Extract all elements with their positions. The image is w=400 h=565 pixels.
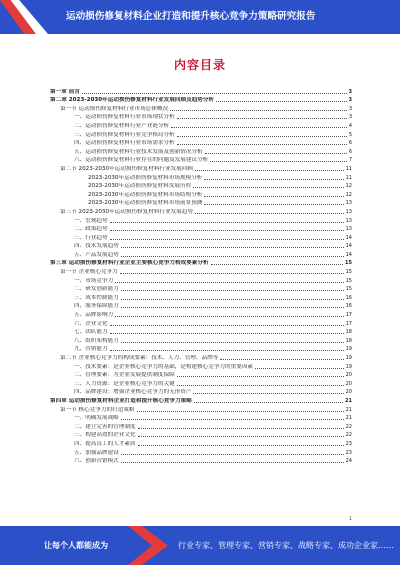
toc-leader-dots (110, 350, 344, 351)
toc-entry[interactable] (50, 352, 352, 361)
toc-entry-label: 四、提高员工的人才素质 (74, 440, 136, 447)
toc-entry-label: 二、运动损伤修复材料行业产业链分析 (74, 122, 170, 129)
footer-banner (0, 526, 400, 565)
toc-entry-label: 五、产品发展趋势 (74, 251, 119, 258)
toc-entry-page: 13 (345, 208, 352, 215)
toc-entry-page: 20 (345, 389, 352, 396)
toc-leader-dots (170, 110, 347, 111)
toc-entry[interactable] (50, 266, 352, 275)
toc-entry-page: 24 (345, 458, 352, 465)
toc-entry-label: 二、政策趋势 (74, 226, 108, 233)
toc-entry-label: 四、品牌建设：增强企业核心竞争力的无形资产 (74, 389, 192, 396)
toc-leader-dots (137, 411, 344, 412)
toc-entry-label: 三、人力资源：是企业核心竞争力的关键 (74, 380, 175, 387)
toc-leader-dots (110, 230, 344, 231)
toc-entry-label: 2023-2030年运动损伤修复材料发展历程 (88, 183, 192, 190)
toc-entry-label: 三、构建高效的企业文化 (74, 432, 136, 439)
toc-entry[interactable] (50, 249, 352, 258)
toc-leader-dots (110, 222, 344, 223)
toc-entry-label: 二、管理要素：为企业发展提供制度保障 (74, 372, 175, 379)
toc-entry-page: 15 (345, 277, 352, 284)
toc-entry-page: 11 (345, 174, 352, 181)
toc-leader-dots (204, 196, 343, 197)
toc-entry-page: 12 (345, 183, 352, 190)
toc-entry[interactable] (50, 361, 352, 370)
toc-entry[interactable] (50, 292, 352, 301)
toc-entry[interactable] (50, 275, 352, 284)
toc-entry-label: 第一章 前言 (50, 88, 80, 95)
toc-leader-dots (177, 376, 344, 377)
toc-entry-page: 13 (345, 217, 352, 224)
toc-leader-dots (110, 325, 344, 326)
toc-leader-dots (110, 239, 344, 240)
toc-leader-dots (121, 290, 344, 291)
toc-entry-label: 第一节 核心竞争力的打造策略 (60, 406, 135, 413)
toc-entry-page: 3 (348, 105, 352, 112)
toc-entry[interactable] (50, 138, 352, 147)
toc-leader-dots (195, 170, 344, 171)
footer-arrow-icon (128, 526, 168, 565)
toc-leader-dots (205, 153, 347, 154)
toc-entry[interactable] (50, 421, 352, 430)
toc-entry[interactable] (50, 344, 352, 353)
toc-entry-page: 19 (345, 346, 352, 353)
toc-entry[interactable] (50, 404, 352, 413)
page-number: 1 (348, 516, 352, 522)
toc-entry[interactable] (50, 258, 352, 267)
footer-slogan: 让每个人都能成为 (44, 541, 108, 550)
toc-leader-dots (204, 179, 343, 180)
report-header-banner (0, 0, 400, 34)
toc-leader-dots (177, 385, 344, 386)
toc-entry-page: 22 (345, 423, 352, 430)
toc-entry-label: 2023-2030年运动损伤修复材料市场前景预测 (88, 200, 203, 207)
toc-entry[interactable] (50, 318, 352, 327)
toc-entry[interactable] (50, 395, 352, 404)
toc-entry-page: 13 (345, 200, 352, 207)
toc-leader-dots (177, 136, 347, 137)
toc-entry[interactable] (50, 172, 352, 181)
toc-leader-dots (138, 445, 344, 446)
toc-entry-page: 3 (348, 88, 352, 95)
toc-entry-label: 第二节 企业核心竞争力的构成要素：技术、人力、管理、品牌等 (60, 355, 219, 361)
toc-entry-page: 15 (345, 269, 352, 276)
toc-entry[interactable] (50, 456, 352, 465)
toc-entry-label: 二、研发创新能力 (74, 286, 119, 293)
toc-entry-label: 六、企业文化 (74, 320, 108, 327)
toc-entry[interactable] (50, 438, 352, 447)
toc-leader-dots (138, 428, 344, 429)
toc-leader-dots (194, 402, 343, 403)
toc-entry[interactable] (50, 447, 352, 456)
toc-leader-dots (121, 342, 344, 343)
toc-entry-page: 14 (345, 251, 352, 258)
toc-entry-page: 14 (345, 234, 352, 241)
toc-entry[interactable] (50, 206, 352, 215)
toc-entry-label: 五、加强品牌建设 (74, 449, 119, 456)
toc-entry-page: 17 (345, 312, 352, 319)
toc-entry-label: 七、团队能力 (74, 329, 108, 336)
toc-entry[interactable] (50, 215, 352, 224)
toc-leader-dots (115, 282, 343, 283)
toc-leader-dots (121, 454, 344, 455)
toc-entry[interactable] (50, 181, 352, 190)
toc-entry[interactable] (50, 120, 352, 129)
toc-entry[interactable] (50, 232, 352, 241)
toc-leader-dots (177, 144, 347, 145)
toc-entry-label: 一、明确发展战略 (74, 415, 119, 422)
toc-leader-dots (204, 204, 343, 205)
toc-entry-label: 第三节 2023-2030年运动损伤修复材料行业发展趋势 (60, 208, 193, 215)
toc-entry[interactable] (50, 327, 352, 336)
toc-entry-label: 第三章 运动损伤修复材料行业企业主要核心竞争力构成要素分析 (50, 260, 209, 267)
toc-entry-page: 21 (345, 406, 352, 413)
toc-entry-label: 八、组织架构能力 (74, 337, 119, 344)
toc-entry-page: 7 (348, 157, 352, 164)
toc-entry[interactable] (50, 112, 352, 121)
toc-entry[interactable] (50, 378, 352, 387)
toc-leader-dots (138, 436, 344, 437)
toc-entry-label: 九、营销能力 (74, 346, 108, 353)
toc-leader-dots (193, 187, 343, 188)
toc-heading: 内容目录 (173, 58, 226, 72)
toc-entry-page: 5 (348, 131, 352, 138)
toc-leader-dots (120, 273, 344, 274)
toc-entry-page: 15 (345, 286, 352, 293)
toc-leader-dots (121, 299, 344, 300)
toc-leader-dots (255, 368, 344, 369)
toc-leader-dots (110, 333, 344, 334)
toc-entry[interactable] (50, 284, 352, 293)
toc-entry-label: 第一节 运动损伤修复材料行业市场总体概况 (60, 105, 169, 112)
toc-entry-page: 23 (345, 449, 352, 456)
toc-entry-page: 22 (345, 432, 352, 439)
toc-entry-label: 2023-2030年运动损伤修复材料市场结构分析 (88, 191, 203, 198)
table-of-contents (50, 86, 352, 464)
toc-entry-label: 六、运动损伤修复材料行业存在的问题及发展建议分析 (74, 157, 209, 164)
toc-entry-label: 第二节 2023-2030年运动损伤修复材料行业发展回顾 (60, 165, 193, 172)
toc-entry-page: 16 (345, 303, 352, 310)
toc-leader-dots (171, 127, 347, 128)
footer-roles: 行业专家、管理专家、营销专家、战略专家、成功企业家…… (178, 541, 394, 550)
toc-entry-label: 六、创新营销模式 (74, 458, 119, 465)
toc-entry-label: 三、行业趋势 (74, 234, 108, 241)
toc-entry-page: 13 (345, 226, 352, 233)
toc-entry-label: 第二章 2023-2030年运动损伤修复材料行业发展回顾及趋势分析 (50, 97, 215, 104)
toc-entry-page: 21 (345, 415, 352, 422)
toc-entry-page: 18 (345, 329, 352, 336)
toc-entry-page: 15 (345, 260, 352, 267)
toc-leader-dots (210, 161, 347, 162)
toc-leader-dots (193, 393, 343, 394)
toc-leader-dots (211, 264, 343, 265)
toc-entry-label: 二、建立完善的管理制度 (74, 423, 136, 430)
toc-entry-page: 6 (348, 140, 352, 147)
toc-entry[interactable] (50, 146, 352, 155)
toc-entry[interactable] (50, 198, 352, 207)
toc-entry-label: 三、成本控制能力 (74, 294, 119, 301)
toc-entry-page: 19 (345, 363, 352, 370)
toc-entry-page: 20 (345, 380, 352, 387)
toc-entry-label: 三、运动损伤修复材料行业竞争格局分析 (74, 131, 175, 138)
toc-leader-dots (121, 307, 344, 308)
toc-entry[interactable] (50, 335, 352, 344)
toc-entry-page: 18 (345, 337, 352, 344)
toc-entry[interactable] (50, 241, 352, 250)
toc-entry[interactable] (50, 430, 352, 439)
toc-leader-dots (115, 316, 343, 317)
toc-entry-page: 19 (345, 355, 352, 361)
toc-entry-page: 23 (345, 440, 352, 447)
toc-entry[interactable] (50, 387, 352, 396)
toc-leader-dots (121, 256, 344, 257)
toc-entry-page: 20 (345, 372, 352, 379)
toc-entry-label: 五、品牌影响力 (74, 312, 114, 319)
report-title: 运动损伤修复材料企业打造和提升核心竞争力策略研究报告 (66, 11, 316, 22)
toc-entry-label: 2023-2030年运动损伤修复材料市场规模分析 (88, 174, 203, 181)
toc-entry-label: 四、运动损伤修复材料行业市场需求分析 (74, 140, 175, 147)
toc-leader-dots (216, 101, 346, 102)
toc-entry[interactable] (50, 413, 352, 422)
toc-entry[interactable] (50, 103, 352, 112)
toc-entry-page: 14 (345, 243, 352, 250)
toc-leader-dots (177, 118, 347, 119)
toc-entry-page: 21 (345, 397, 352, 404)
toc-entry[interactable] (50, 301, 352, 310)
toc-leader-dots (82, 93, 347, 94)
toc-entry-label: 四、服务保障能力 (74, 303, 119, 310)
toc-entry[interactable] (50, 224, 352, 233)
toc-entry-label: 一、市场竞争力 (74, 277, 114, 284)
toc-entry-page: 4 (348, 122, 352, 129)
toc-entry[interactable] (50, 370, 352, 379)
toc-entry-label: 一、运动损伤修复材料行业市场现状分析 (74, 114, 175, 121)
toc-leader-dots (121, 247, 344, 248)
toc-entry-label: 第四章 运动损伤修复材料企业打造和提升核心竞争力策略 (50, 397, 192, 404)
toc-entry-page: 12 (345, 191, 352, 198)
toc-entry-page: 16 (345, 294, 352, 301)
toc-entry[interactable] (50, 86, 352, 95)
toc-leader-dots (220, 359, 343, 360)
toc-leader-dots (195, 213, 344, 214)
toc-entry[interactable] (50, 309, 352, 318)
toc-entry[interactable] (50, 129, 352, 138)
toc-entry-label: 五、运动损伤修复材料行业技术发展及创新情况分析 (74, 148, 203, 155)
toc-entry-page: 3 (348, 114, 352, 121)
toc-entry-page: 6 (348, 148, 352, 155)
toc-entry-label: 四、技术发展趋势 (74, 243, 119, 250)
toc-leader-dots (121, 462, 344, 463)
toc-entry-label: 一、宏观趋势 (74, 217, 108, 224)
toc-entry[interactable] (50, 163, 352, 172)
toc-entry[interactable] (50, 189, 352, 198)
toc-entry-label: 第一节 企业核心竞争力 (60, 269, 118, 276)
toc-entry[interactable] (50, 95, 352, 104)
toc-entry-page: 17 (345, 320, 352, 327)
toc-entry[interactable] (50, 155, 352, 164)
toc-leader-dots (121, 419, 344, 420)
toc-entry-page: 11 (345, 165, 352, 172)
toc-entry-page: 3 (348, 97, 352, 104)
toc-entry-label: 一、技术要素：是企业核心竞争力的基础，是构建核心竞争力的重要因素 (74, 363, 254, 370)
